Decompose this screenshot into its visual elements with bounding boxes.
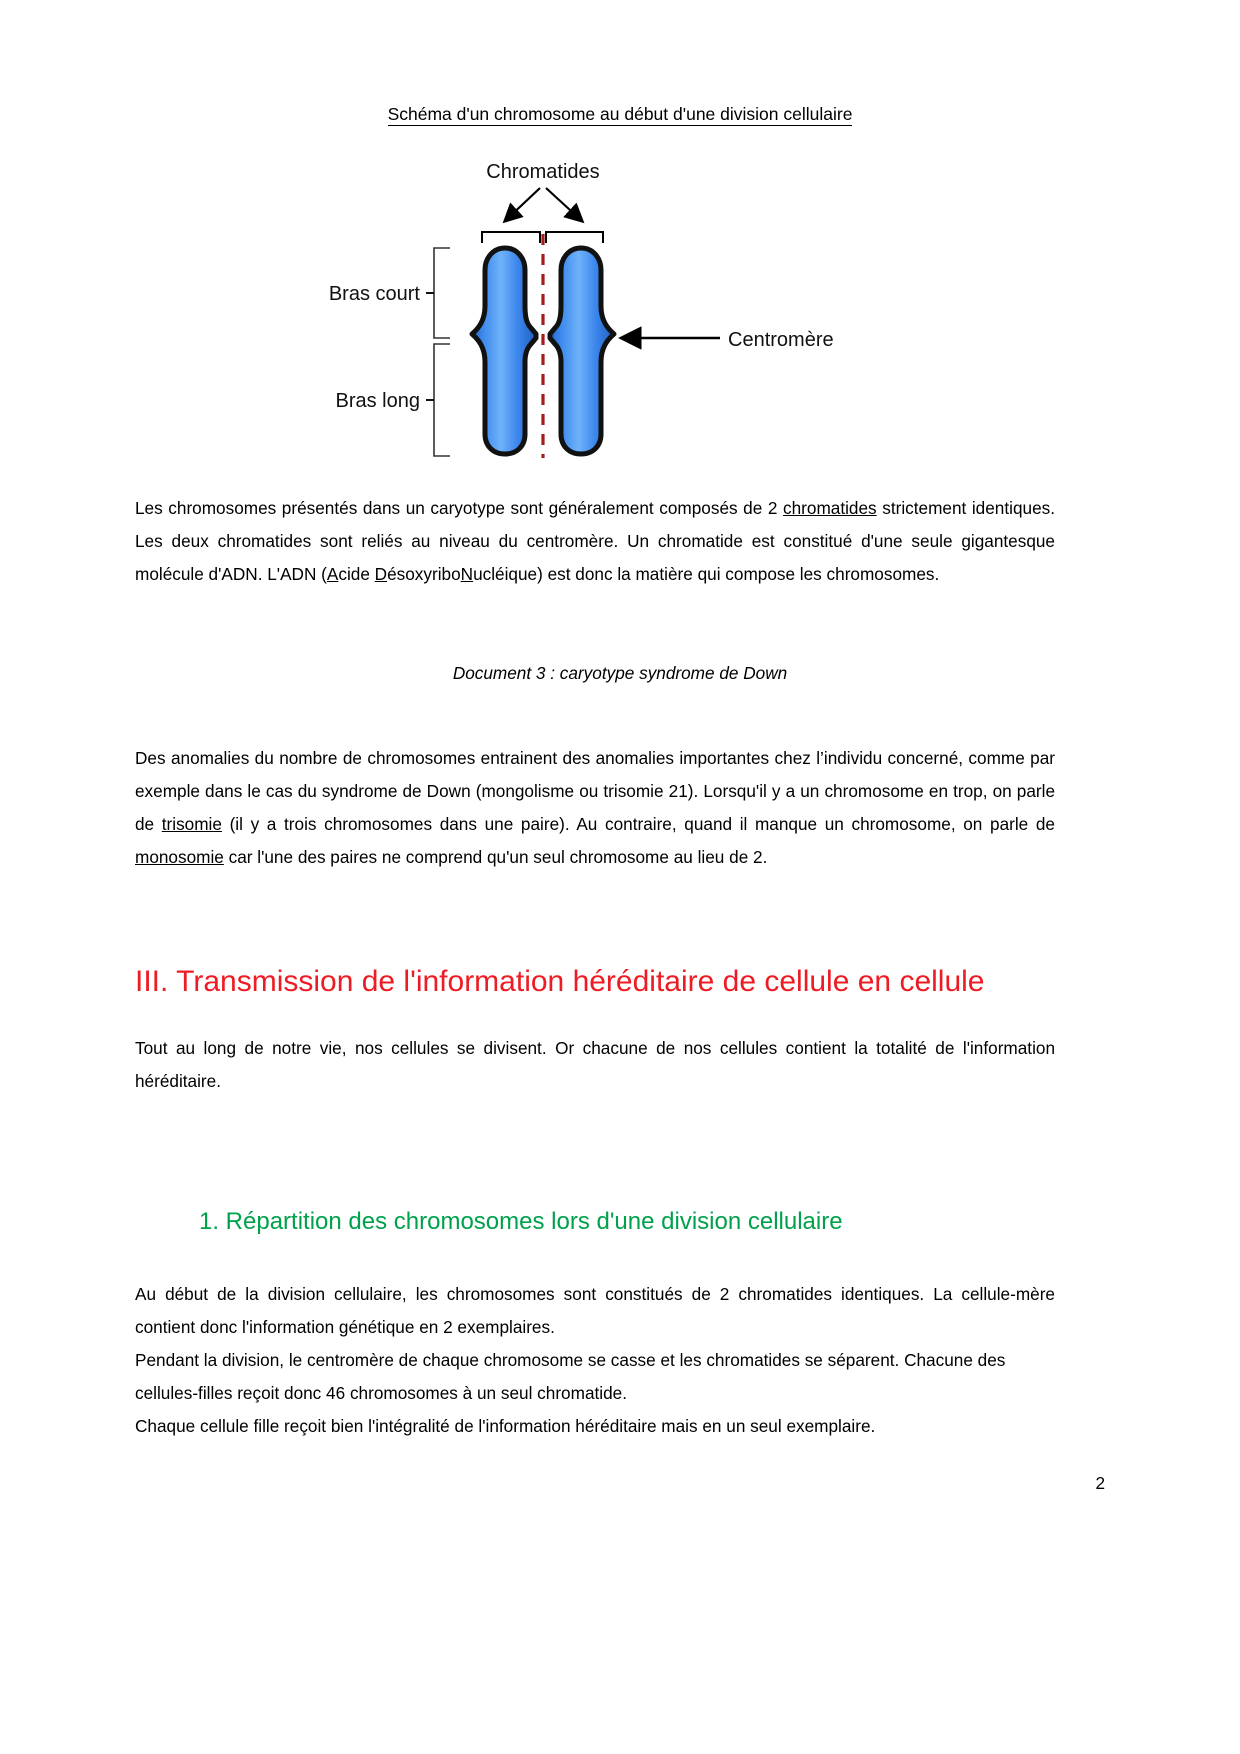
heading-section-iii: III. Transmission de l'information héréditaire de cellule en cellule bbox=[135, 964, 985, 998]
p1-underlined-n: N bbox=[460, 564, 474, 584]
label-chromatides: Chromatides bbox=[486, 161, 600, 183]
p2-text-a: Des anomalies du nombre de chromosomes entrainent des anomalies importantes chez l’individu concerné, comme par exemple dans le cas du syndrome de Down (mongolisme ou trisomie 21). Lorsqu'il y a un chromosome en trop, on parle de bbox=[135, 748, 1055, 834]
heading-subsection-1: 1. Répartition des chromosomes lors d'une division cellulaire bbox=[199, 1208, 843, 1235]
p2-underlined-trisomie: trisomie bbox=[161, 814, 222, 834]
chromatid-left bbox=[472, 248, 536, 454]
p1-text-d: ésoxyribo bbox=[387, 564, 461, 584]
p1-text-a: Les chromosomes présentés dans un caryotype sont généralement composés de 2 bbox=[135, 498, 784, 518]
p1-underlined-d: D bbox=[374, 564, 388, 584]
p1-text-e: ucléique) est donc la matière qui compose les chromosomes. bbox=[473, 564, 940, 584]
p1-underlined-a: A bbox=[326, 564, 339, 584]
p1-text-b: strictement identiques. Les deux chromatides sont reliés au niveau du centromère. Un chromatide est constitué d'une seule gigantesque molécule d'ADN. L'ADN ( bbox=[135, 498, 1056, 584]
paragraph-anomalies bbox=[135, 742, 1055, 874]
figure-caption bbox=[0, 103, 1240, 126]
document-3-caption bbox=[0, 663, 1240, 684]
bras-court-bracket bbox=[434, 248, 450, 338]
page-number: 2 bbox=[1095, 1473, 1105, 1493]
p2-text-c: car l'une des paires ne comprend qu'un seul chromosome au lieu de 2. bbox=[223, 847, 768, 867]
p2-text-b: (il y a trois chromosomes dans une paire). Au contraire, quand il manque un chromosome, on parle de bbox=[221, 814, 1055, 834]
figure-caption-text: Schéma d'un chromosome au début d'une division cellulaire bbox=[387, 104, 853, 124]
p2-underlined-monosomie: monosomie bbox=[135, 847, 224, 867]
bras-long-bracket bbox=[434, 344, 450, 456]
chromatid-right bbox=[550, 248, 614, 454]
document-3-caption-text: Document 3 : caryotype syndrome de Down bbox=[452, 663, 788, 683]
chromosome-diagram bbox=[0, 148, 1240, 458]
paragraph-pendant-division: Pendant la division, le centromère de chaque chromosome se casse et les chromatides se séparent. Chacune des cellules-filles reçoit donc 46 chromosomes à un seul chromatide. bbox=[135, 1350, 1006, 1403]
paragraph-debut-division: Au début de la division cellulaire, les chromosomes sont constitués de 2 chromatides identiques. La cellule-mère contient donc l'information génétique en 2 exemplaires. bbox=[135, 1284, 1055, 1337]
chromatides-arrow-left bbox=[505, 188, 540, 221]
p1-text-c: cide bbox=[338, 564, 375, 584]
chromatides-arrow-right bbox=[546, 188, 582, 221]
label-bras-court: Bras court bbox=[328, 283, 420, 305]
label-bras-long: Bras long bbox=[335, 390, 420, 412]
paragraph-division-intro: Tout au long de notre vie, nos cellules se divisent. Or chacune de nos cellules contient la totalité de l'information héréditaire. bbox=[135, 1038, 1055, 1091]
paragraph-chromatides bbox=[135, 492, 1055, 591]
paragraph-cellule-fille: Chaque cellule fille reçoit bien l'intégralité de l'information héréditaire mais en un seul exemplaire. bbox=[135, 1416, 876, 1436]
p1-underlined-chromatides: chromatides bbox=[783, 498, 877, 518]
label-centromere: Centromère bbox=[728, 329, 834, 351]
